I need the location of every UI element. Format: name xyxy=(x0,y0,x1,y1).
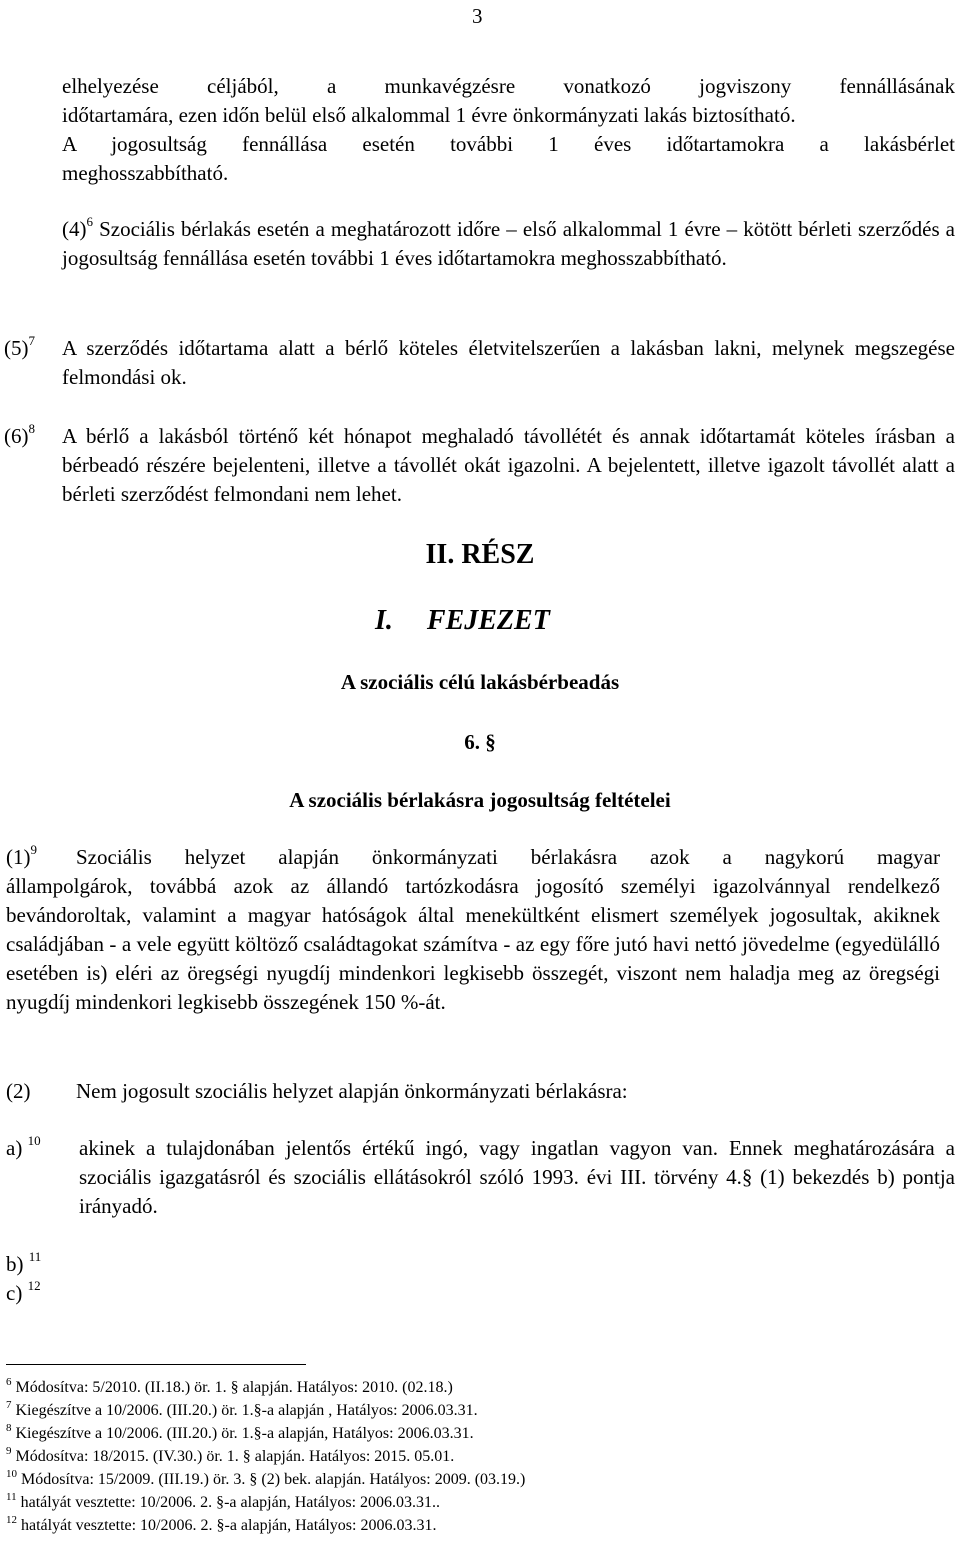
subsection-label: (2) xyxy=(6,1079,31,1103)
footnote-ref: 7 xyxy=(28,333,35,348)
chapter-title: A szociális célú lakásbérbeadás xyxy=(340,670,620,694)
footnote: $^7$ Kiegészítve a 10/2006. (III.20.) ör. 1.§-a alapján , Hatályos: 2006.03.31. xyxy=(6,1398,478,1419)
footnote: $^9$ Módosítva: 18/2015. (IV.30.) ör. 1. § alapján. Hatályos: 2015. 05.01. xyxy=(6,1444,455,1465)
item-label-a: a) $^{10}$ xyxy=(6,1133,41,1160)
subsection-first-line xyxy=(6,843,940,872)
footnote-ref: 12 xyxy=(27,1278,41,1293)
section-title: A szociális bérlakásra jogosultság feltételei xyxy=(289,788,671,812)
subsection-text: Nem jogosult szociális helyzet alapján önkormányzati bérlakásra: xyxy=(76,1079,628,1103)
subsection-1 xyxy=(6,843,940,1017)
footnote-ref: 8 xyxy=(28,421,35,436)
footnote: $^{12}$ hatályát vesztette: 10/2006. 2. §-a alapján, Hatályos: 2006.03.31. xyxy=(6,1513,437,1534)
paragraph-text: A szerződés időtartama alatt a bérlő köteles életvitelszerűen a lakásban lakni, melynek megszegése felmondási ok. xyxy=(62,336,955,389)
subsection-text: állampolgárok, továbbá azok az állandó tartózkodásra jogosító személyi igazolvánnyal rendelkező bevándoroltak, valamint a magyar hatóságok által menekültként elismert személyek jogosultak, akiknek családjában - a vele együtt költöző családtagokat számítva - az egy főre jutó havi nettó jövedelme (egyedülálló esetében is) eléri az öregségi nyugdíj mindenkori legkisebb összegét, viszont nem haladja meg az öregségi nyugdíj mindenkori legkisebb összegének 150 %-át. xyxy=(6,874,940,1014)
paragraph-4 xyxy=(62,215,955,273)
paragraph-label: (4) xyxy=(62,217,87,241)
subsection-2 xyxy=(6,1077,940,1106)
footnote-ref: 6 xyxy=(86,214,93,229)
paragraph-5 xyxy=(62,334,955,392)
footnote-ref: 11 xyxy=(28,1249,42,1264)
footnote: $^6$ Módosítva: 5/2010. (II.18.) ör. 1. § alapján. Hatályos: 2010. (02.18.) xyxy=(6,1375,453,1396)
footnote-ref: 10 xyxy=(27,1133,41,1148)
subsection-label: $(1)^9$ xyxy=(6,842,37,869)
part-heading: II. RÉSZ xyxy=(425,539,535,570)
paragraph-text: A bérlő a lakásból történő két hónapot meghaladó távollétét és annak időtartamát köteles írásban a bérbeadó részére bejelenteni, illetve a távollét okát igazolni. A bejelentett, illetve igazolt távollét alatt a bérleti szerződést felmondani nem lehet. xyxy=(62,424,955,506)
intro-line: meghosszabbítható. xyxy=(62,161,229,185)
subsection-text: Szociális helyzet alapján önkormányzati bérlakásra azok a nagykorú magyar xyxy=(76,845,940,869)
footnote: $^{11}$ hatályát vesztette: 10/2006. 2. §-a alapján, Hatályos: 2006.03.31.. xyxy=(6,1490,441,1511)
footnote-ref: 9 xyxy=(30,842,37,857)
intro-paragraph xyxy=(62,72,955,188)
chapter-word: FEJEZET xyxy=(426,605,550,636)
item-a-text: akinek a tulajdonában jelentős értékű ingó, vagy ingatlan vagyon van. Ennek meghatározására a szociális igazgatásról és szociális ellátásokról szóló 1993. évi III. törvény 4.§ (1) bekezdés b) pontja irányadó. xyxy=(79,1136,955,1218)
paragraph-label: $(6)^8$ xyxy=(4,421,35,448)
item-label-b: b) $^{11}$ xyxy=(6,1249,42,1276)
chapter-number: I. xyxy=(375,605,393,636)
intro-line: elhelyezése céljából, a munkavégzésre vonatkozó jogviszony fennállásának xyxy=(62,74,955,98)
intro-line: időtartamára, ezen időn belül első alkalommal 1 évre önkormányzati lakás biztosítható. xyxy=(62,103,796,127)
paragraph-text: Szociális bérlakás esetén a meghatározott időre – első alkalommal 1 évre – kötött bérleti szerződés a jogosultság fennállása esetén további 1 éves időtartamokra meghosszabbítható. xyxy=(62,217,955,270)
intro-line: A jogosultság fennállása esetén további 1 éves időtartamokra a lakásbérlet xyxy=(62,132,955,156)
footnote: $^{10}$ Módosítva: 15/2009. (III.19.) ör. 3. § (2) bek. alapján. Hatályos: 2009. (03.19.) xyxy=(6,1467,526,1488)
chapter-heading xyxy=(375,604,550,638)
paragraph-label: $(5)^7$ xyxy=(4,333,35,360)
footnote-separator xyxy=(6,1364,306,1365)
section-number: 6. § xyxy=(464,730,496,754)
footnote: $^8$ Kiegészítve a 10/2006. (III.20.) ör. 1.§-a alapján, Hatályos: 2006.03.31. xyxy=(6,1421,474,1442)
paragraph-6 xyxy=(62,422,955,509)
item-label-c: c) $^{12}$ xyxy=(6,1278,41,1305)
